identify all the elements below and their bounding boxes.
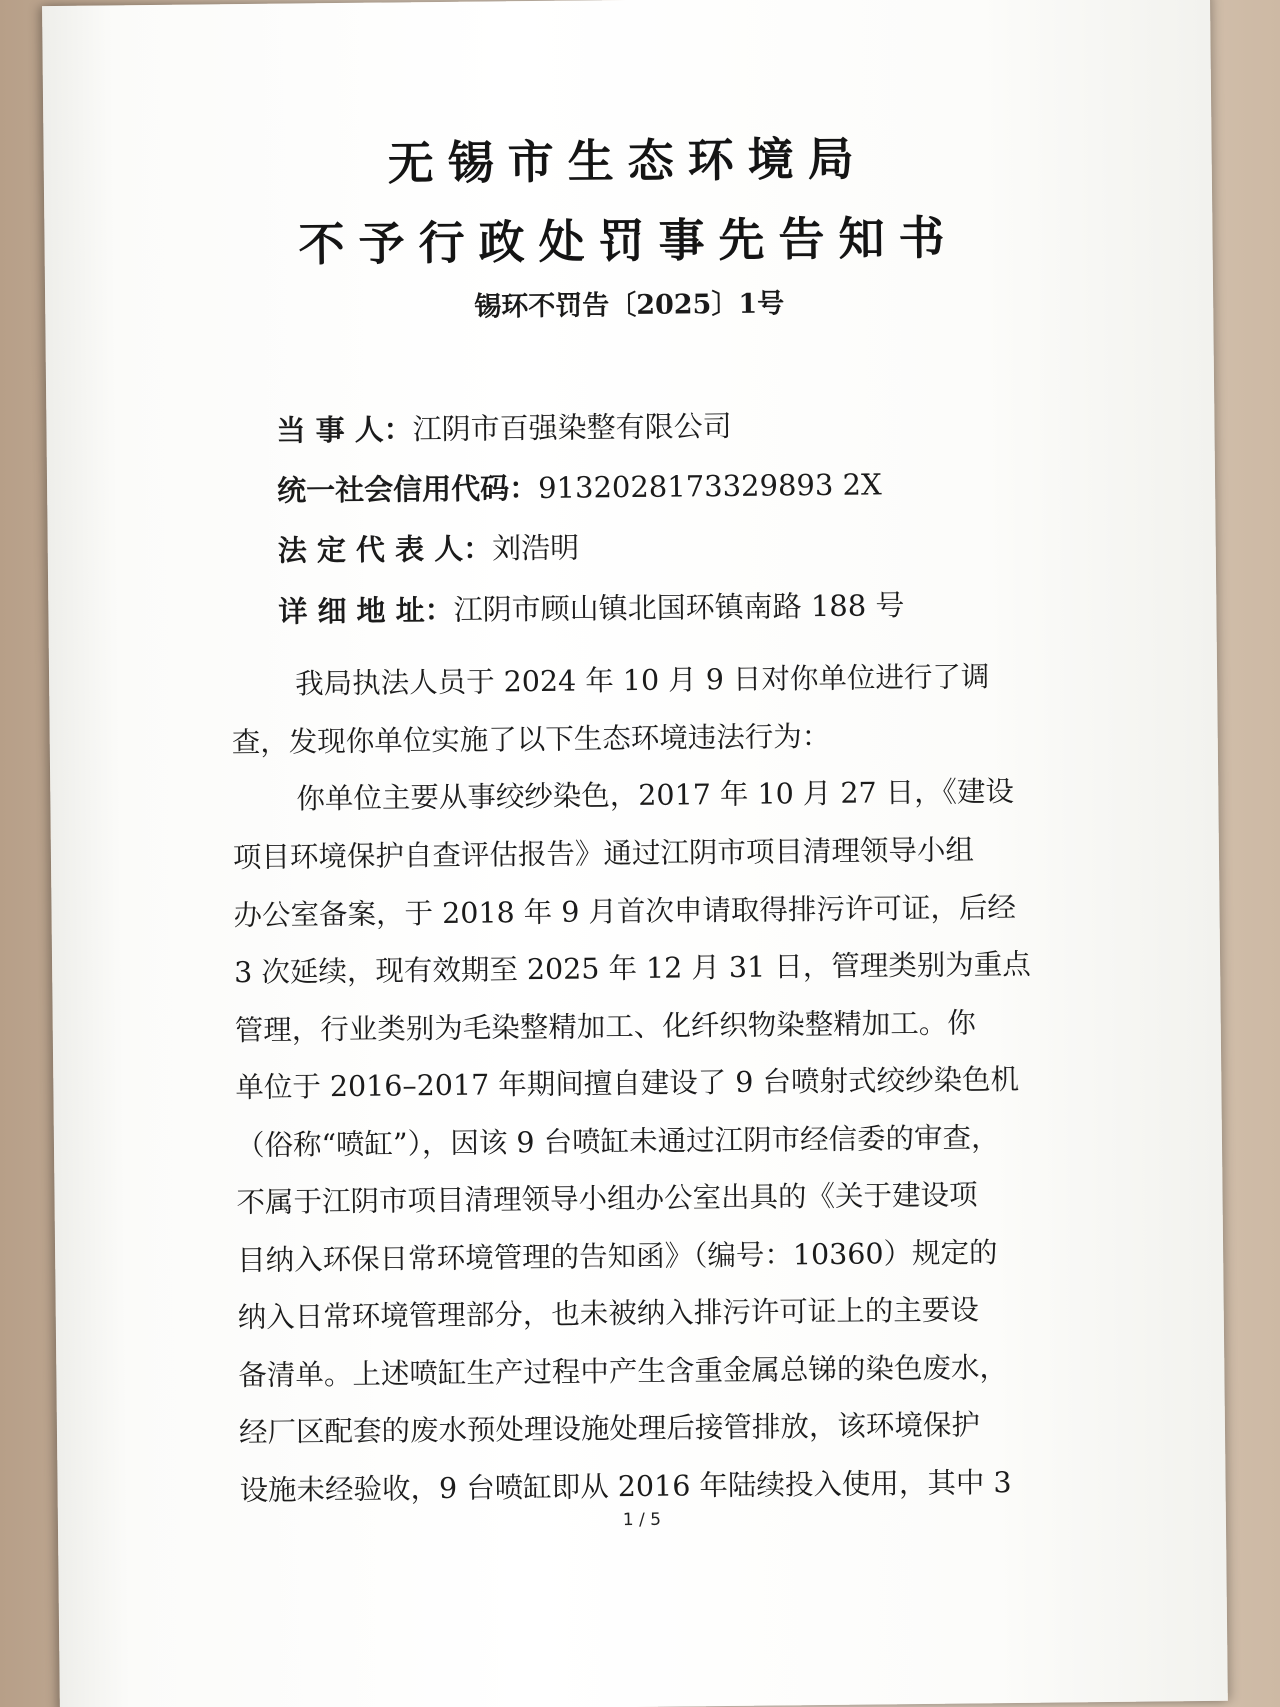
- party-label: 当 事 人：: [276, 412, 413, 448]
- body-paragraph-line: 目纳入环保日常环境管理的告知函》（编号：10360）规定的: [237, 1236, 998, 1278]
- body-paragraph-line: 3 次延续，现有效期至 2025 年 12 月 31 日，管理类别为重点: [233, 947, 1031, 990]
- legal-rep-field: [278, 526, 580, 570]
- body-paragraph-line: （俗称“喷缸”），因该 9 台喷缸未通过江阴市经信委的审查，: [235, 1121, 1000, 1163]
- issuing-authority-title: 无锡市生态环境局: [387, 131, 868, 191]
- body-paragraph-line: 你单位主要从事绞纱染色，2017 年 10 月 27 日，《建设: [296, 774, 1015, 816]
- document-page: [42, 0, 1228, 1707]
- document-number: 锡环不罚告〔2025〕1号: [474, 288, 785, 323]
- legal-rep-value: 刘浩明: [491, 530, 580, 566]
- body-paragraph-line: 经厂区配套的废水预处理设施处理后接管排放，该环境保护: [238, 1408, 981, 1450]
- body-paragraph-line: 我局执法人员于 2024 年 10 月 9 日对你单位进行了调: [294, 660, 990, 701]
- page-number: 1 / 5: [622, 1509, 662, 1531]
- body-paragraph-line: 办公室备案，于 2018 年 9 月首次申请取得排污许可证，后经: [233, 890, 1017, 933]
- document-title: 不予行政处罚事先告知书: [298, 210, 959, 272]
- body-paragraph-line: 管理，行业类别为毛染整精加工、化纤织物染整精加工。你: [234, 1006, 976, 1048]
- address-value: 江阴市顾山镇北国环镇南路 188 号: [453, 588, 905, 627]
- body-paragraph-line: 项目环境保护自查评估报告》通过江阴市项目清理领导小组: [232, 833, 975, 875]
- body-paragraph-line: 查，发现你单位实施了以下生态环境违法行为：: [231, 719, 831, 760]
- party-field: [276, 404, 732, 450]
- body-paragraph-line: 设施未经验收，9 台喷缸即从 2016 年陆续投入使用，其中 3: [239, 1466, 1012, 1508]
- body-paragraph-line: 纳入日常环境管理部分，也未被纳入排污许可证上的主要设: [237, 1293, 979, 1335]
- body-paragraph-line: 单位于 2016–2017 年期间擅自建设了 9 台喷射式绞纱染色机: [235, 1062, 1020, 1105]
- credit-code-label: 统一社会信用代码：: [276, 470, 539, 508]
- credit-code-field: [277, 462, 882, 509]
- credit-code-value: 9132028173329893 2X: [537, 467, 882, 505]
- legal-rep-label: 法 定 代 表 人：: [277, 531, 493, 568]
- address-label: 详 细 地 址：: [278, 592, 454, 629]
- body-paragraph-line: 备清单。上述喷缸生产过程中产生含重金属总锑的染色废水，: [238, 1351, 1009, 1393]
- address-field: [278, 583, 904, 631]
- party-value: 江阴市百强染整有限公司: [412, 408, 732, 447]
- body-paragraph-line: 不属于江阴市项目清理领导小组办公室出具的《关于建设项: [236, 1178, 978, 1220]
